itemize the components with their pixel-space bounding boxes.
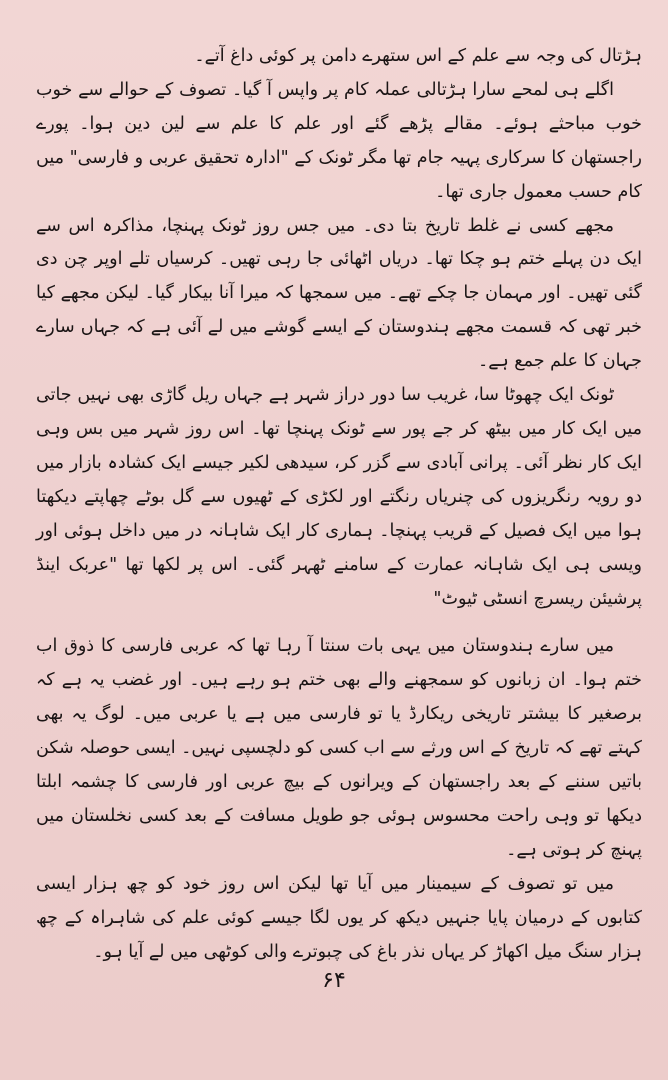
paragraph-6: میں تو تصوف کے سیمینار میں آیا تھا لیکن اس روز خود کو چھ ہزار ایسی کتابوں کے درمیان پایا جنہیں دیکھ کر یوں لگا جیسے کوئی علم کی شاہراہ کے چھ ہزار سنگ میل اکھاڑ کر یہاں نذر باغ کی چبوترے والی کوٹھی میں لے آیا ہو۔ <box>36 873 642 962</box>
body-text <box>36 40 642 969</box>
page-number: ۶۴ <box>322 968 346 993</box>
paragraph-3: مجھے کسی نے غلط تاریخ بتا دی۔ میں جس روز ٹونک پہنچا، مذاکرہ اس سے ایک دن پہلے ختم ہو چکا تھا۔ دریاں اٹھائی جا رہی تھیں۔ کرسیاں تلے اوپر چن دی گئی تھیں۔ اور مہمان جا چکے تھے۔ میں سمجھا کہ میرا آنا بیکار گیا۔ لیکن مجھے کیا خبر تھی کہ قسمت مجھے ہندوستان کے ایسے گوشے میں لے آئی ہے کہ جہاں سارے جہان کا علم جمع ہے۔ <box>36 215 642 372</box>
paragraph-5: میں سارے ہندوستان میں یہی بات سنتا آ رہا تھا کہ عربی فارسی کا ذوق اب ختم ہوا۔ ان زبانوں کو سمجھنے والے بھی ختم ہو رہے ہیں۔ اور غضب یہ ہے کہ برصغیر کا بیشتر تاریخی ریکارڈ یا تو فارسی میں ہے یا عربی میں۔ لوگ یہ بھی کہتے تھے کہ تاریخ کے اس ورثے سے اب کسی کو دلچسپی نہیں۔ ایسی حوصلہ شکن باتیں سننے کے بعد راجستھان کے ویرانوں کے بیچ عربی اور فارسی کا چشمہ ابلتا دیکھا تو وہی راحت محسوس ہوئی جو طویل مسافت کے بعد کسی نخلستان میں پہنچ کر ہوتی ہے۔ <box>36 636 642 860</box>
paragraph-1: ہڑتال کی وجہ سے علم کے اس ستھرے دامن پر کوئی داغ آتے۔ <box>194 46 642 66</box>
paragraph-4: ٹونک ایک چھوٹا سا، غریب سا دور دراز شہر ہے جہاں ریل گاڑی بھی نہیں جاتی میں ایک کار میں بیٹھ کر جے پور سے ٹونک پہنچا تھا۔ اس روز شہر میں بس وہی ایک کار نظر آئی۔ پرانی آبادی سے گزر کر، سیدھی لکیر جیسے ایک کشادہ بازار میں دو رویہ رنگریزوں کی چنریاں رنگتے اور لکڑی کے ٹھیوں سے گل بوٹے چھاپتے دیکھتا ہوا میں ایک فصیل کے قریب پہنچا۔ ہماری کار ایک شاہانہ در میں داخل ہوئی اور ویسی ہی ایک شاہانہ عمارت کے سامنے ٹھہر گئی۔ اس پر لکھا تھا "عربک اینڈ پرشیئن ریسرچ انسٹی ٹیوٹ" <box>36 385 642 609</box>
paragraph-2: اگلے ہی لمحے سارا ہڑتالی عملہ کام پر واپس آ گیا۔ تصوف کے حوالے سے خوب خوب مباحثے ہوئے۔ مقالے پڑھے گئے اور علم کا علم سے لین دین ہوا۔ پورے راجستھان کا سرکاری پہیہ جام تھا مگر ٹونک کے "ادارہ تحقیق عربی و فارسی" میں کام حسب معمول جاری تھا۔ <box>36 79 642 202</box>
